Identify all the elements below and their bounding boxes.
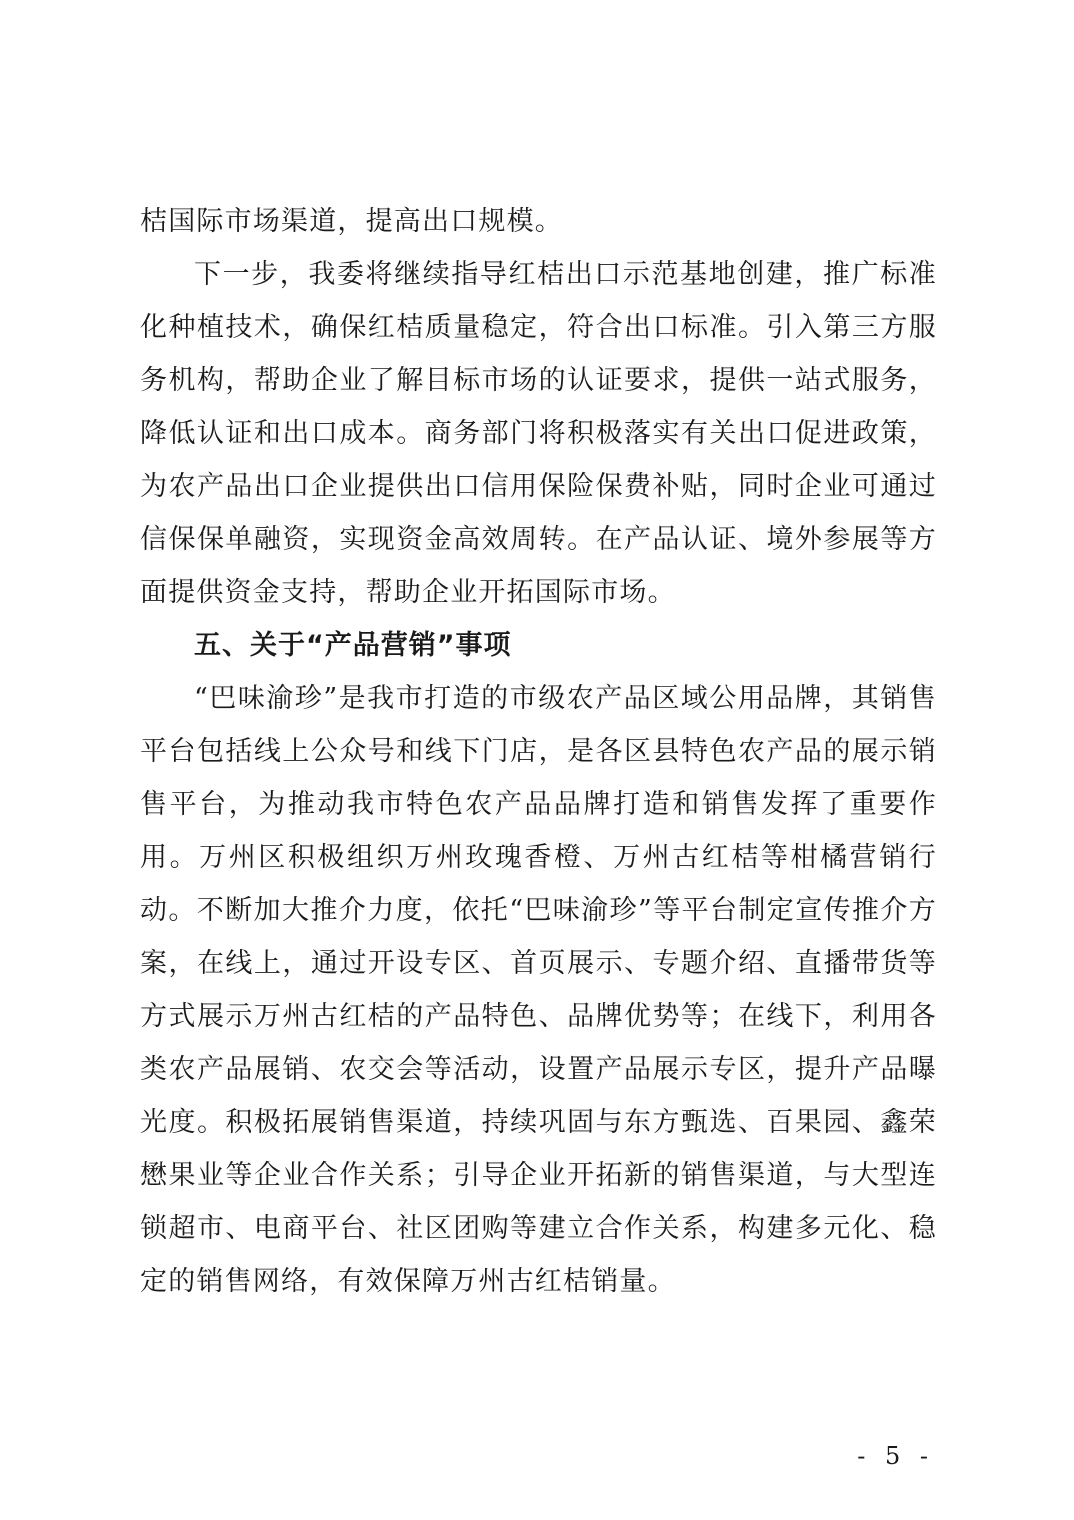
document-body bbox=[140, 195, 937, 1308]
paragraph-product-marketing: “巴味渝珍”是我市打造的市级农产品区域公用品牌，其销售平台包括线上公众号和线下门店，是各区县特色农产品的展示销售平台，为推动我市特色农产品品牌打造和销售发挥了重要作用。万州区积极组织万州玫瑰香橙、万州古红桔等柑橘营销行动。不断加大推介力度，依托“巴味渝珍”等平台制定宣传推介方案，在线上，通过开设专区、首页展示、专题介绍、直播带货等方式展示万州古红桔的产品特色、品牌优势等；在线下，利用各类农产品展销、农交会等活动，设置产品展示专区，提升产品曝光度。积极拓展销售渠道，持续巩固与东方甄选、百果园、鑫荣懋果业等企业合作关系；引导企业开拓新的销售渠道，与大型连锁超市、电商平台、社区团购等建立合作关系，构建多元化、稳定的销售网络，有效保障万州古红桔销量。 bbox=[140, 683, 937, 1297]
paragraph-next-steps: 下一步，我委将继续指导红桔出口示范基地创建，推广标准化种植技术，确保红桔质量稳定，符合出口标准。引入第三方服务机构，帮助企业了解目标市场的认证要求，提供一站式服务，降低认证和出口成本。商务部门将积极落实有关出口促进政策，为农产品出口企业提供出口信用保险保费补贴，同时企业可通过信保保单融资，实现资金高效周转。在产品认证、境外参展等方面提供资金支持，帮助企业开拓国际市场。 bbox=[140, 259, 937, 608]
page-number: - 5 - bbox=[857, 1442, 934, 1470]
section-heading-product-marketing: 五、关于“产品营销”事项 bbox=[194, 630, 512, 661]
paragraph-continuation: 桔国际市场渠道，提高出口规模。 bbox=[140, 206, 563, 237]
